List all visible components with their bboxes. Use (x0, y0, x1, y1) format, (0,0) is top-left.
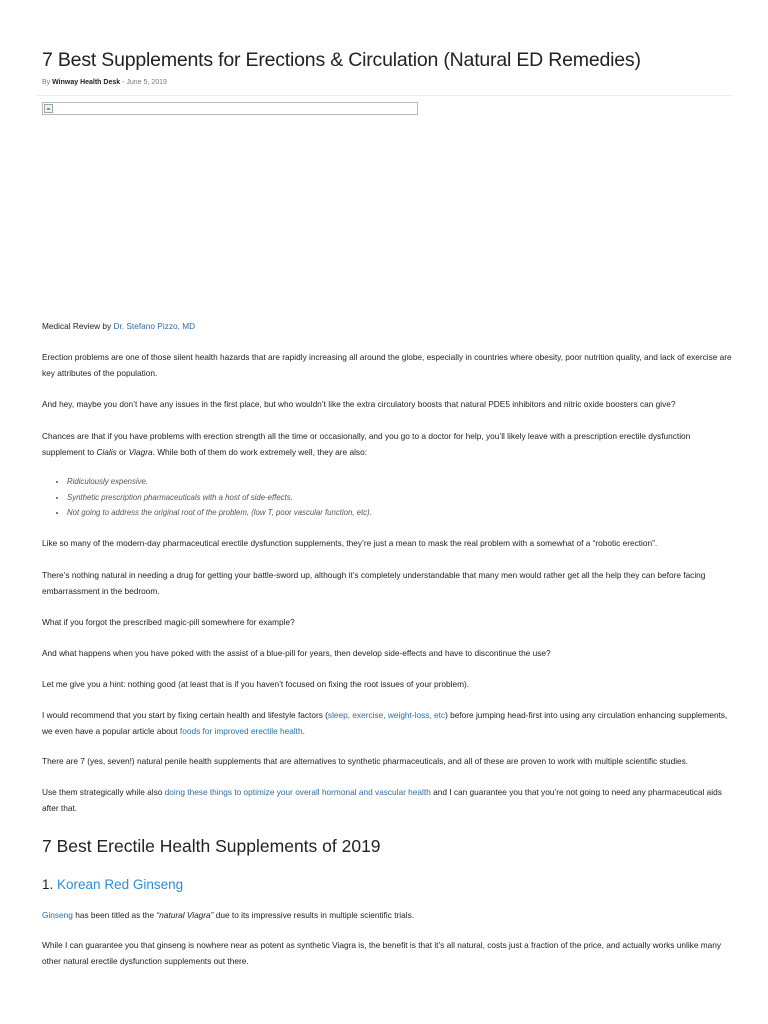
natural-viagra-quote: “natural Viagra” (156, 910, 214, 920)
list-item: • Synthetic prescription pharmaceuticals with a host of side-effects. (67, 490, 372, 506)
medical-review (42, 318, 732, 334)
byline-separator: - (122, 79, 125, 86)
paragraph-9-middle: ) before jumping head-first into using any circulation enhancing supplements, we even have a popular article about (42, 710, 728, 736)
paragraph-2: And hey, maybe you don’t have any issues in the first place, but who wouldn’t like the extra circulatory boosts that natural PDE5 inhibitors and nitric oxide boosters can give? (42, 399, 676, 409)
erectile-foods-link[interactable]: foods for improved erectile health (179, 726, 303, 736)
drug-name-cialis: Cialis (96, 447, 117, 457)
drug-name-viagra: Viagra (128, 447, 153, 457)
lifestyle-factors-link[interactable]: sleep, exercise, weight-loss, etc (327, 710, 446, 720)
paragraph-1: Erection problems are one of those silent health hazards that are rapidly increasing all around the globe, especially in countries where obesity, poor nutrition quality, and lack of exercise are key attributes of the population. (42, 352, 732, 378)
paragraph-3-or: or (116, 447, 129, 457)
author-link[interactable]: Winway Health Desk (52, 79, 121, 86)
paragraph-12-end: due to its impressive results in multiple scientific trials. (213, 910, 415, 920)
paragraph-12-text: has been titled as the (72, 910, 157, 920)
paragraph-11-text: Use them strategically while also (42, 787, 165, 797)
drawbacks-list (42, 474, 372, 521)
paragraph-7: And what happens when you have poked with the assist of a blue-pill for years, then develop side-effects and have to discontinue the use? (42, 648, 551, 658)
header-divider (36, 95, 733, 96)
publish-date: June 5, 2019 (126, 79, 167, 86)
paragraph-9-end: . (302, 726, 305, 736)
paragraph-12 (42, 907, 732, 923)
paragraph-11-end: and I can guarantee you that you’re not going to need any pharmaceutical aids after that. (42, 787, 722, 813)
paragraph-10: There are 7 (yes, seven!) natural penile health supplements that are alternatives to synthetic pharmaceuticals, and all of these are proven to work with multiple scientific studies. (42, 756, 689, 766)
paragraph-5: There’s nothing natural in needing a drug for getting your battle-sword up, although it’s completely understandable that many men would rather get all the help they can before facing embarrassment in the bedroom. (42, 570, 706, 596)
subsection-heading (42, 877, 183, 892)
reviewer-link[interactable]: Dr. Stefano Pizzo, MD (113, 321, 196, 331)
list-item: • Ridiculously expensive. (67, 474, 372, 490)
paragraph-3-end: . While both of them do work extremely well, they are also: (152, 447, 368, 457)
hormonal-health-link[interactable]: doing these things to optimize your overall hormonal and vascular health (164, 787, 431, 797)
byline (42, 79, 167, 86)
section-heading: 7 Best Erectile Health Supplements of 2019 (42, 836, 381, 856)
paragraph-8: Let me give you a hint: nothing good (at least that is if you haven’t focused on fixing the root issues of your problem). (42, 679, 470, 689)
korean-red-ginseng-link[interactable]: Korean Red Ginseng (57, 877, 184, 892)
paragraph-9-text: I would recommend that you start by fixing certain health and lifestyle factors ( (42, 710, 328, 720)
paragraph-6: What if you forgot the prescribed magic-pill somewhere for example? (42, 617, 295, 627)
ginseng-link[interactable]: Ginseng (42, 910, 73, 920)
featured-image (42, 102, 418, 115)
paragraph-3 (42, 428, 732, 460)
medical-review-label: Medical Review by (42, 321, 112, 331)
paragraph-11 (42, 784, 732, 816)
paragraph-3-text: Chances are that if you have problems with erection strength all the time or occasionally, and you go to a doctor for help, you’ll likely leave with a prescription erectile dysfunction supplement to (42, 431, 691, 457)
paragraph-4: Like so many of the modern-day pharmaceutical erectile dysfunction supplements, they’re just a mean to mask the real problem with a somewhat of a “robotic erection”. (42, 538, 658, 548)
byline-by: By (42, 79, 51, 86)
list-item: • Not going to address the original root of the problem, (low T, poor vascular function, etc). (67, 505, 372, 521)
article-title: 7 Best Supplements for Erections & Circulation (Natural ED Remedies) (42, 49, 641, 71)
broken-image-icon (44, 104, 53, 113)
subsection-number: 1. (42, 877, 54, 892)
paragraph-9 (42, 707, 732, 739)
paragraph-13: While I can guarantee you that ginseng is nowhere near as potent as synthetic Viagra is, the benefit is that it’s all natural, costs just a fraction of the price, and actually works unlike many other natural erectile dysfunction supplements out there. (42, 940, 722, 966)
